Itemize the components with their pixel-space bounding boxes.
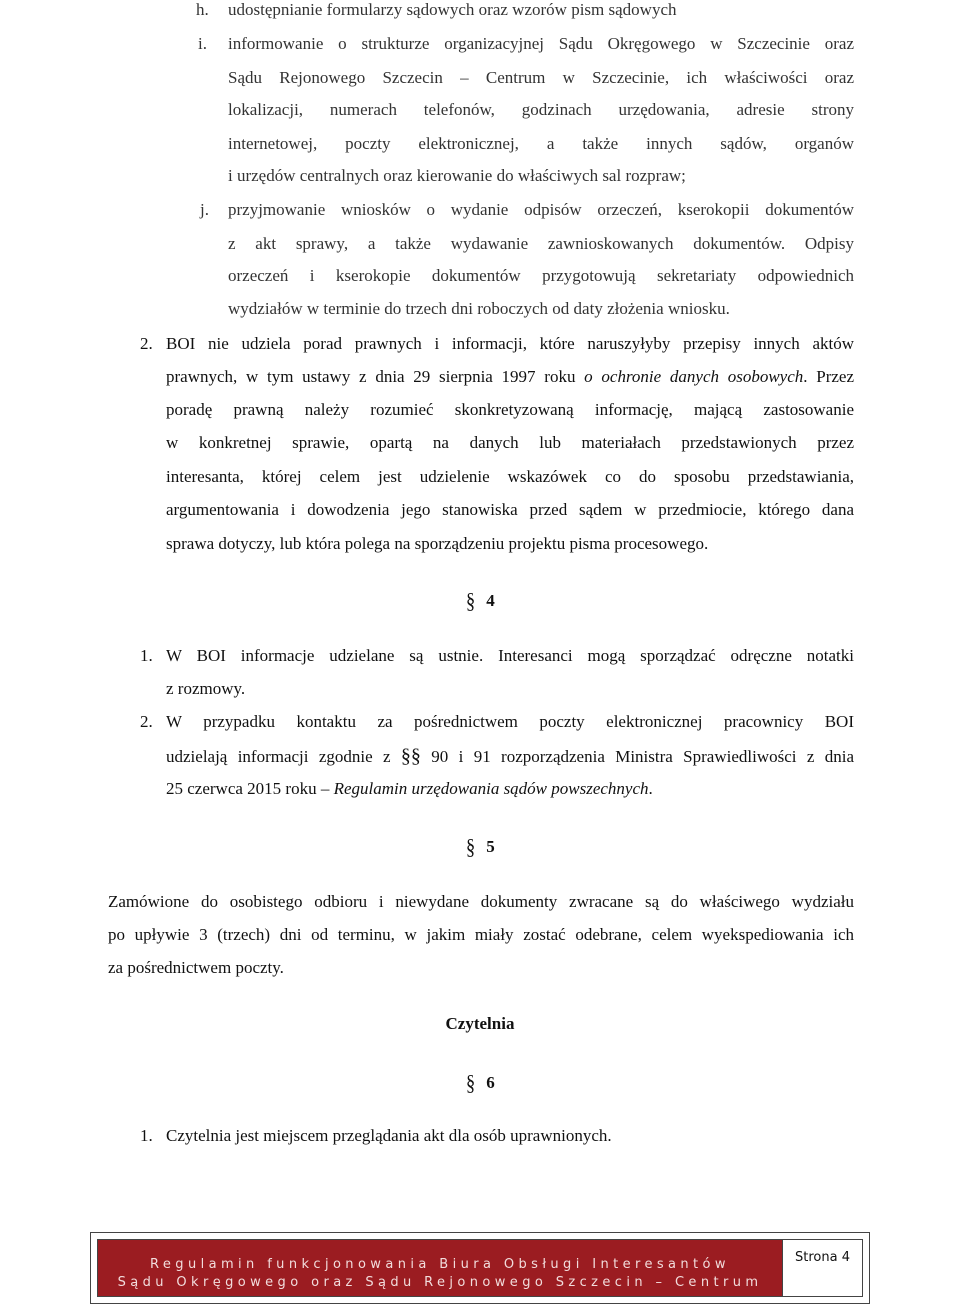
list-item-i-line: lokalizacji, numerach telefonów, godzinach urzędowania, adresie strony — [228, 100, 854, 119]
section5-line: za pośrednictwem poczty. — [108, 958, 284, 977]
list-item-i-line: internetowej, poczty elektronicznej, a także innych sądów, organów — [228, 134, 854, 153]
point2-line: interesanta, której celem jest udzielenie wskazówek co do sposobu przedstawiania, — [166, 467, 854, 486]
footer-title-bar — [98, 1240, 782, 1296]
footer-frame — [97, 1239, 863, 1297]
list-item-i-line: informowanie o strukturze organizacyjnej Sądu Okręgowego w Szczecinie oraz — [228, 34, 854, 53]
section4-p2-line: 25 czerwca 2015 roku – Regulamin urzędowania sądów powszechnych. — [166, 779, 653, 798]
czytelnia-heading: Czytelnia — [445, 1014, 515, 1033]
section5-line: po upływie 3 (trzech) dni od terminu, w jakim miały zostać odebrane, celem wyekspediowania ich — [108, 925, 854, 944]
point2-line: prawnych, w tym ustawy z dnia 29 sierpnia 1997 roku o ochronie danych osobowych. Przez — [166, 367, 855, 386]
point2-line: poradę prawną należy rozumieć skonkretyzowaną informację, mającą zastosowanie — [166, 400, 854, 419]
section4-p2-line: udzielają informacji zgodnie z §§ 90 i 91 rozporządzenia Ministra Sprawiedliwości z dnia — [166, 745, 854, 767]
page-footer — [90, 1232, 870, 1304]
paragraph-sign-icon: § — [466, 588, 476, 613]
list-marker-h: h. — [196, 0, 209, 19]
paragraph-sign-icon: § — [466, 1070, 476, 1095]
point2-line: w konkretnej sprawie, opartą na danych lub materiałach przedstawionych przez — [166, 433, 854, 452]
law-title: o ochronie danych osobowych — [584, 367, 804, 386]
page-number: Strona 4 — [782, 1240, 862, 1296]
footer-title-line: Regulamin funkcjonowania Biura Obsługi Interesantów — [150, 1257, 730, 1272]
section4-p1-line: z rozmowy. — [166, 679, 246, 698]
point-marker-1: 1. — [140, 1126, 153, 1145]
list-item-i-line: Sądu Rejonowego Szczecin – Centrum w Szczecinie, ich właściwości oraz — [228, 68, 854, 87]
paragraph-sign-icon: § — [466, 834, 476, 859]
list-item-h-line: udostępnianie formularzy sądowych oraz wzorów pism sądowych — [228, 0, 677, 19]
footer-title-line: Sądu Okręgowego oraz Sądu Rejonowego Szczecin – Centrum — [117, 1275, 763, 1290]
section4-p2-line: W przypadku kontaktu za pośrednictwem poczty elektronicznej pracownicy BOI — [166, 712, 854, 731]
section4-p1-line: W BOI informacje udzielane są ustnie. Interesanci mogą sporządzać odręczne notatki — [166, 646, 854, 665]
list-marker-j: j. — [200, 200, 209, 219]
section-heading-5: § 5 — [466, 834, 495, 859]
point2-line: sprawa dotyczy, lub która polega na sporządzeniu projektu pisma procesowego. — [166, 534, 709, 553]
section5-line: Zamówione do osobistego odbioru i niewydane dokumenty zwracane są do właściwego wydziału — [108, 892, 854, 911]
list-item-j-line: przyjmowanie wniosków o wydanie odpisów orzeczeń, kserokopii dokumentów — [228, 200, 854, 219]
section-heading-6: § 6 — [466, 1070, 495, 1095]
list-item-j-line: wydziałów w terminie do trzech dni roboczych od daty złożenia wniosku. — [228, 299, 730, 318]
point2-line: BOI nie udziela porad prawnych i informacji, które naruszyłyby przepisy innych aktów — [166, 334, 854, 353]
regulation-title: Regulamin urzędowania sądów powszechnych — [333, 779, 649, 798]
czytelnia-p1-line: Czytelnia jest miejscem przeglądania akt dla osób uprawnionych. — [166, 1126, 612, 1145]
point-marker-2: 2. — [140, 712, 153, 731]
list-item-i-line: i urzędów centralnych oraz kierowanie do właściwych sal rozpraw; — [228, 166, 686, 185]
double-paragraph-sign-icon: §§ — [400, 745, 421, 767]
list-marker-i: i. — [198, 34, 207, 53]
list-item-j-line: z akt sprawy, a także wydawanie zawnioskowanych dokumentów. Odpisy — [228, 234, 854, 253]
section-heading-4: § 4 — [466, 588, 495, 613]
point-marker-2: 2. — [140, 334, 153, 353]
list-item-j-line: orzeczeń i kserokopie dokumentów przygotowują sekretariaty odpowiednich — [228, 266, 854, 285]
point-marker-1: 1. — [140, 646, 153, 665]
point2-line: argumentowania i dowodzenia jego stanowiska przed sądem w przedmiocie, którego dana — [166, 500, 854, 519]
